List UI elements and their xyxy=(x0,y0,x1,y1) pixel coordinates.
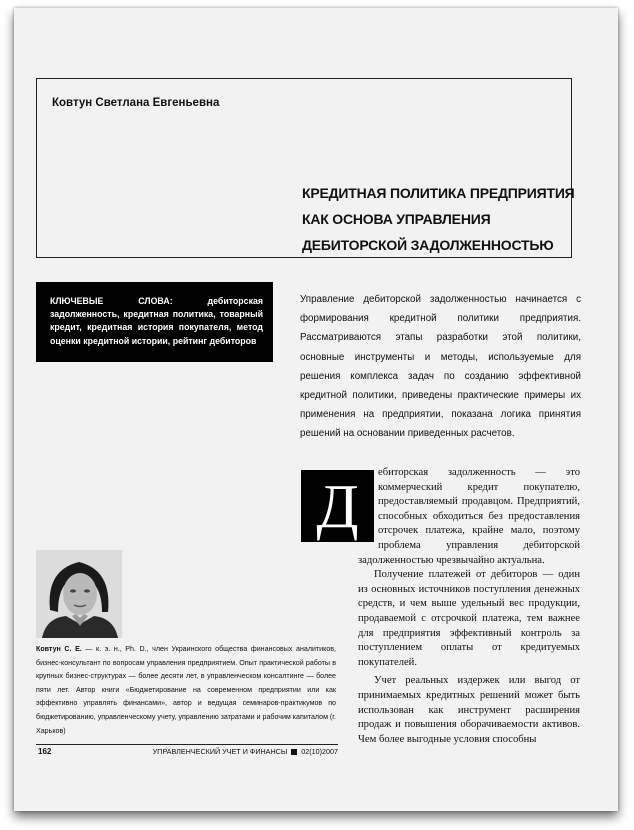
running-footer xyxy=(148,747,338,756)
abstract: Управление дебиторской задолженностью начинается с формирования кредитной политики предприятия. Рассматриваются этапы разработки этой политики, основные инструменты и методы, используемые для решения комплекса задач по созданию эффективной кредитной политики, приведены практические примеры их применения на предприятии, показана логика принятия решений на основании приведенных расчетов. xyxy=(300,294,581,440)
body-paragraph-1: ебиторская задолженность — это коммерческий кредит покупателю, предоставляемый продавцом. Предприятий, способных обходиться без предоставления отсрочек платежа, крайне мало, поэтому проблема управления дебиторской задолженностью чрезвычайно актуальна. xyxy=(358,467,580,566)
issue-number: 02(10)2007 xyxy=(301,747,338,756)
drop-cap: Д xyxy=(301,470,374,542)
author-photo xyxy=(36,550,122,638)
article-title xyxy=(302,180,592,258)
bio-name: Ковтун С. Е. xyxy=(36,645,82,653)
body-paragraph-2: Получение платежей от дебиторов — один из основных источников поступления денежных средств, и чем выше удельный вес продукции, продаваемой с отсрочкой платежа, тем важнее для предприятия эффективный контроль за поступлением оплаты от кредитуемых покупателей. xyxy=(358,569,580,668)
author-bio xyxy=(36,643,336,738)
journal-name: УПРАВЛЕНЧЕСКИЙ УЧЕТ И ФИНАНСЫ xyxy=(152,747,288,756)
square-bullet-icon xyxy=(291,749,297,755)
title-line-2: КАК ОСНОВА УПРАВЛЕНИЯ xyxy=(302,211,491,227)
keywords-box: КЛЮЧЕВЫЕ СЛОВА: дебиторская задолженность, кредитная политика, товарный кредит, кредитная история покупателя, метод оценки кредитной истории, рейтинг дебиторов xyxy=(36,282,273,362)
article-body xyxy=(358,466,580,747)
bio-text: — к. э. н., Ph. D., член Украинского общества финансовых аналитиков, бизнес-консультант по вопросам управления предприятием. Опыт практической работы в крупных бизнес-структурах — более десяти лет, в управленческом консалтинге — более пяти лет. Автор книги «Бюджетирование на современном предприятии или как эффективно управлять финансами», автор и ведущая семинаров-практикумов по бюджетированию, управленческому учету, управлению затратами и рабочим капиталом (г. Харьков) xyxy=(36,645,336,735)
footer-rule xyxy=(36,744,338,745)
author-name: Ковтун Светлана Евгеньевна xyxy=(52,97,220,109)
portrait-image xyxy=(36,550,122,638)
title-line-3: ДЕБИТОРСКОЙ ЗАДОЛЖЕННОСТЬЮ xyxy=(302,237,554,253)
page-number: 162 xyxy=(38,747,52,756)
body-paragraph-3: Учет реальных издержек или выгод от принимаемых кредитных решений может быть использован как инструмент расширения продаж и повышения оборачиваемости активов. Чем более выгодные условия способны xyxy=(358,675,580,745)
title-line-1: КРЕДИТНАЯ ПОЛИТИКА ПРЕДПРИЯТИЯ xyxy=(302,185,575,201)
